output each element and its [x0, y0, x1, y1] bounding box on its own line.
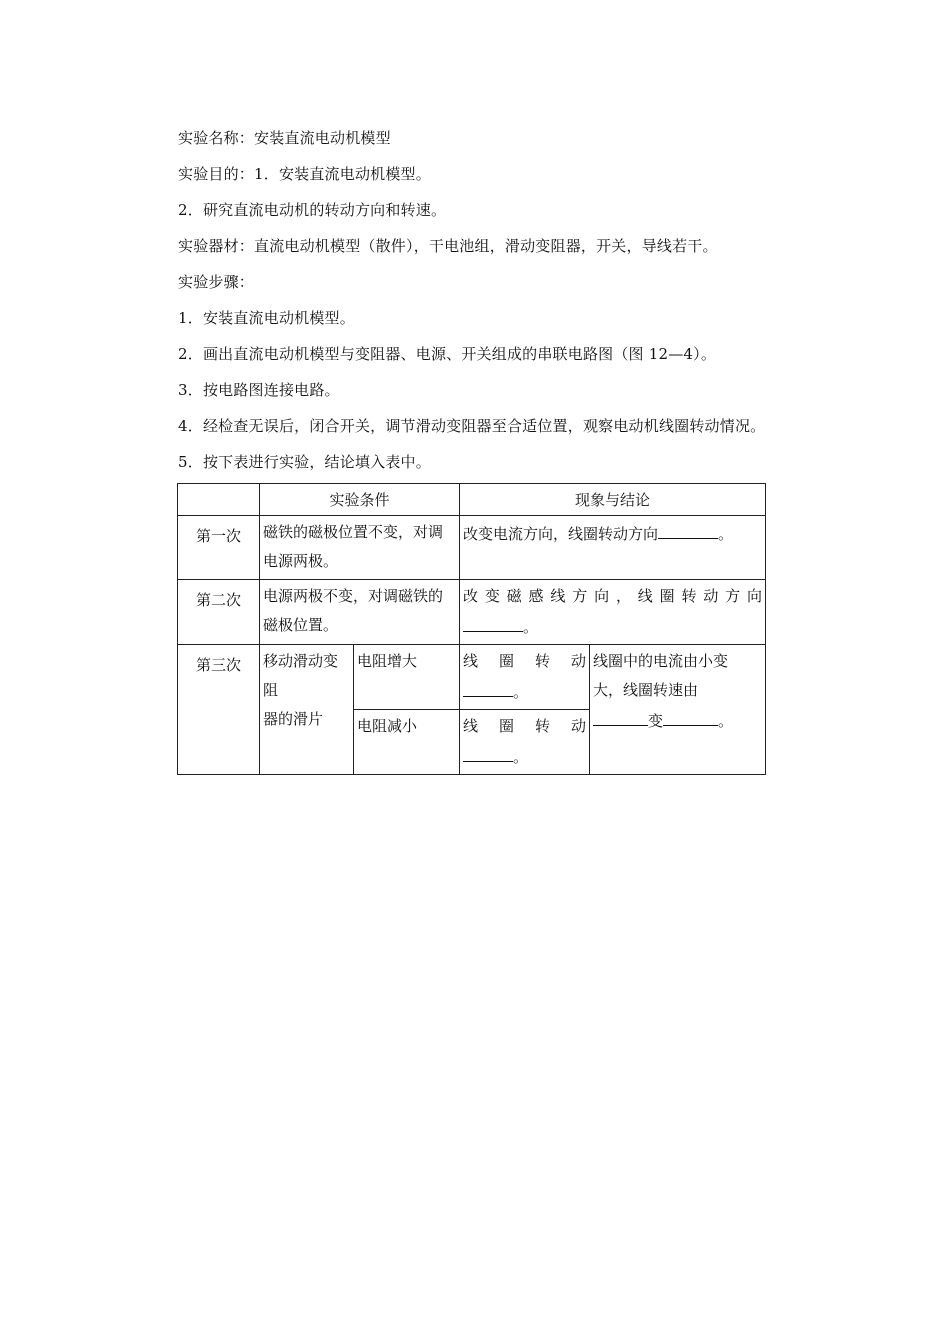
- row2-label: 第二次: [178, 580, 260, 645]
- row3-condition-line1: 移动滑动变: [263, 652, 339, 670]
- row1-answer-blank[interactable]: [658, 518, 718, 539]
- row3-conclusion-end: 。: [718, 712, 734, 730]
- experiment-equipment: 实验器材：直流电动机模型（散件），干电池组，滑动变阻器，开关，导线若干。: [178, 237, 718, 255]
- row2-condition: 电源两极不变，对调磁铁的磁极位置。: [260, 580, 460, 645]
- row1-result-text: 改变电流方向，线圈转动方向: [463, 525, 659, 543]
- row3-conclusion-line1: 线圈中的电流由小变: [593, 652, 729, 670]
- row3-sub-increase: 电阻增大: [354, 645, 460, 710]
- row3-increase-end: 。: [513, 683, 529, 701]
- row2-answer-blank[interactable]: [463, 611, 523, 632]
- experiment-purpose-2: 2．研究直流电动机的转动方向和转速。: [178, 201, 447, 219]
- row3-rotation-decrease: [460, 710, 590, 775]
- row3-condition-line2: 阻: [263, 681, 279, 699]
- row3-decrease-answer-blank[interactable]: [463, 741, 513, 762]
- row3-rotation-increase-text: 线 圈 转 动: [463, 652, 587, 670]
- row3-conclusion-line2: 大，线圈转速由: [593, 681, 699, 699]
- row3-conclusion-mid: 变: [648, 712, 664, 730]
- row2-result: [460, 580, 766, 645]
- row2-result-text: 改变磁感线方向，线圈转动方向: [463, 587, 763, 605]
- row3-conclusion: [590, 645, 766, 775]
- header-condition: 实验条件: [260, 484, 460, 516]
- experiment-steps-heading: 实验步骤：: [178, 273, 255, 291]
- table-row: [178, 580, 766, 645]
- row3-rotation-increase: [460, 645, 590, 710]
- experiment-purpose: 实验目的：1．安装直流电动机模型。: [178, 165, 431, 183]
- step-2: 2．画出直流电动机模型与变阻器、电源、开关组成的串联电路图（图 12—4）。: [178, 345, 717, 363]
- row3-condition-line3: 器的滑片: [263, 710, 324, 728]
- table-row: [178, 516, 766, 580]
- row2-result-end: 。: [523, 618, 539, 636]
- row3-label: 第三次: [178, 645, 260, 775]
- step-5: 5．按下表进行实验，结论填入表中。: [178, 453, 431, 471]
- experiment-table-wrap: [177, 483, 765, 775]
- step-1: 1．安装直流电动机模型。: [178, 309, 355, 327]
- row3-conclusion-line3: [593, 705, 762, 736]
- row1-result-end: 。: [718, 525, 734, 543]
- header-empty-cell: [178, 484, 260, 516]
- row3-sub-decrease: 电阻减小: [354, 710, 460, 775]
- table-header-row: [178, 484, 766, 516]
- row1-label: 第一次: [178, 516, 260, 580]
- table-row: [178, 645, 766, 710]
- row3-condition: [260, 645, 354, 775]
- experiment-table: [177, 483, 766, 775]
- row3-rotation-decrease-text: 线 圈 转 动: [463, 717, 587, 735]
- step-4: 4．经检查无误后，闭合开关，调节滑动变阻器至合适位置，观察电动机线圈转动情况。: [178, 417, 766, 435]
- header-result: 现象与结论: [460, 484, 766, 516]
- row3-decrease-end: 。: [513, 748, 529, 766]
- row3-increase-answer-blank[interactable]: [463, 676, 513, 697]
- row3-speed-from-blank[interactable]: [593, 705, 648, 726]
- row1-condition: 磁铁的磁极位置不变，对调电源两极。: [260, 516, 460, 580]
- experiment-name: 实验名称：安装直流电动机模型: [178, 129, 391, 147]
- row3-speed-to-blank[interactable]: [663, 705, 718, 726]
- row1-result: [460, 516, 766, 580]
- step-3: 3．按电路图连接电路。: [178, 381, 340, 399]
